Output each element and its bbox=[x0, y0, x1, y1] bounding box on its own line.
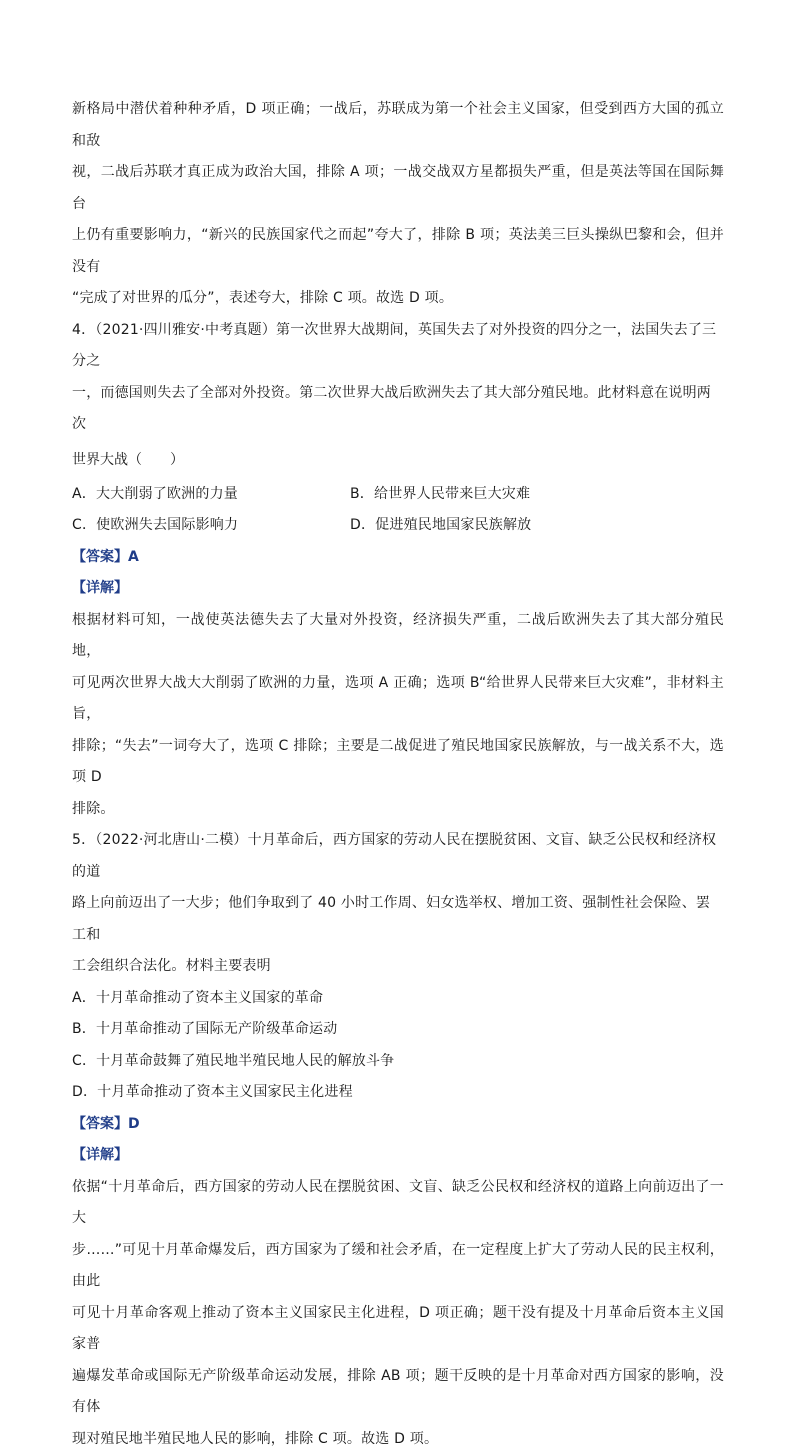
answer-value: D bbox=[128, 1116, 140, 1132]
text-line: 根据材料可知，一战使英法德失去了大量对外投资，经济损失严重，二战后欧洲失去了其大部分殖民地， bbox=[72, 605, 724, 668]
answer-line bbox=[72, 1109, 724, 1141]
detail-label: 【详解】 bbox=[72, 573, 724, 605]
question-stem-line: 一，而德国则失去了全部对外投资。第二次世界大战后欧洲失去了其大部分殖民地。此材料意在说明两次 bbox=[72, 378, 724, 441]
option-d[interactable]: D．十月革命推动了资本主义国家民主化进程 bbox=[72, 1077, 724, 1109]
option-a[interactable]: A．十月革命推动了资本主义国家的革命 bbox=[72, 983, 724, 1015]
option-b[interactable]: B．给世界人民带来巨大灾难 bbox=[350, 479, 724, 511]
text-line: 可见两次世界大战大大削弱了欧洲的力量，选项 A 正确；选项 B“给世界人民带来巨大灾难”，非材料主旨， bbox=[72, 668, 724, 731]
question-stem-line: 5．（2022·河北唐山·二模）十月革命后，西方国家的劳动人民在摆脱贫困、文盲、缺乏公民权和经济权的道 bbox=[72, 825, 724, 888]
question-stem-line: 路上向前迈出了一大步；他们争取到了 40 小时工作周、妇女选举权、增加工资、强制性社会保险、罢工和 bbox=[72, 888, 724, 951]
option-d[interactable]: D．促进殖民地国家民族解放 bbox=[350, 510, 724, 542]
question-stem-line: 4．（2021·四川雅安·中考真题）第一次世界大战期间，英国失去了对外投资的四分之一，法国失去了三分之 bbox=[72, 315, 724, 378]
detail-label: 【详解】 bbox=[72, 1140, 724, 1172]
option-c[interactable]: C．使欧洲失去国际影响力 bbox=[72, 510, 350, 542]
question-4 bbox=[72, 315, 724, 826]
previous-question-analysis bbox=[72, 94, 724, 315]
answer-label: 【答案】 bbox=[72, 549, 128, 565]
text-line: 依据“十月革命后，西方国家的劳动人民在摆脱贫困、文盲、缺乏公民权和经济权的道路上向前迈出了一大 bbox=[72, 1172, 724, 1235]
answer-line bbox=[72, 542, 724, 574]
detail-text bbox=[72, 605, 724, 826]
text-line: “完成了对世界的瓜分”，表述夸大，排除 C 项。故选 D 项。 bbox=[72, 283, 724, 315]
text-line: 新格局中潜伏着种种矛盾，D 项正确；一战后，苏联成为第一个社会主义国家，但受到西方大国的孤立和敌 bbox=[72, 94, 724, 157]
detail-text bbox=[72, 1172, 724, 1455]
option-list bbox=[72, 479, 724, 542]
text-line: 现对殖民地半殖民地人民的影响，排除 C 项。故选 D 项。 bbox=[72, 1424, 724, 1455]
text-line: 步……”可见十月革命爆发后，西方国家为了缓和社会矛盾，在一定程度上扩大了劳动人民的民主权利，由此 bbox=[72, 1235, 724, 1298]
answer-label: 【答案】 bbox=[72, 1116, 128, 1132]
option-list bbox=[72, 983, 724, 1109]
text-line: 排除；“失去”一词夸大了，选项 C 排除；主要是二战促进了殖民地国家民族解放，与一战关系不大，选项 D bbox=[72, 731, 724, 794]
text-line: 可见十月革命客观上推动了资本主义国家民主化进程，D 项正确；题干没有提及十月革命后资本主义国家普 bbox=[72, 1298, 724, 1361]
question-5 bbox=[72, 825, 724, 1455]
question-stem-line: 世界大战（ ） bbox=[72, 441, 724, 479]
text-line: 排除。 bbox=[72, 794, 724, 826]
document-page bbox=[72, 94, 724, 1455]
text-line: 上仍有重要影响力，“新兴的民族国家代之而起”夸大了，排除 B 项；英法美三巨头操纵巴黎和会，但并没有 bbox=[72, 220, 724, 283]
question-stem-line: 工会组织合法化。材料主要表明 bbox=[72, 951, 724, 983]
text-line: 视，二战后苏联才真正成为政治大国，排除 A 项；一战交战双方星都损失严重，但是英法等国在国际舞台 bbox=[72, 157, 724, 220]
option-b[interactable]: B．十月革命推动了国际无产阶级革命运动 bbox=[72, 1014, 724, 1046]
text-line: 遍爆发革命或国际无产阶级革命运动发展，排除 AB 项；题干反映的是十月革命对西方国家的影响，没有体 bbox=[72, 1361, 724, 1424]
option-a[interactable]: A．大大削弱了欧洲的力量 bbox=[72, 479, 350, 511]
answer-value: A bbox=[128, 549, 139, 565]
option-c[interactable]: C．十月革命鼓舞了殖民地半殖民地人民的解放斗争 bbox=[72, 1046, 724, 1078]
